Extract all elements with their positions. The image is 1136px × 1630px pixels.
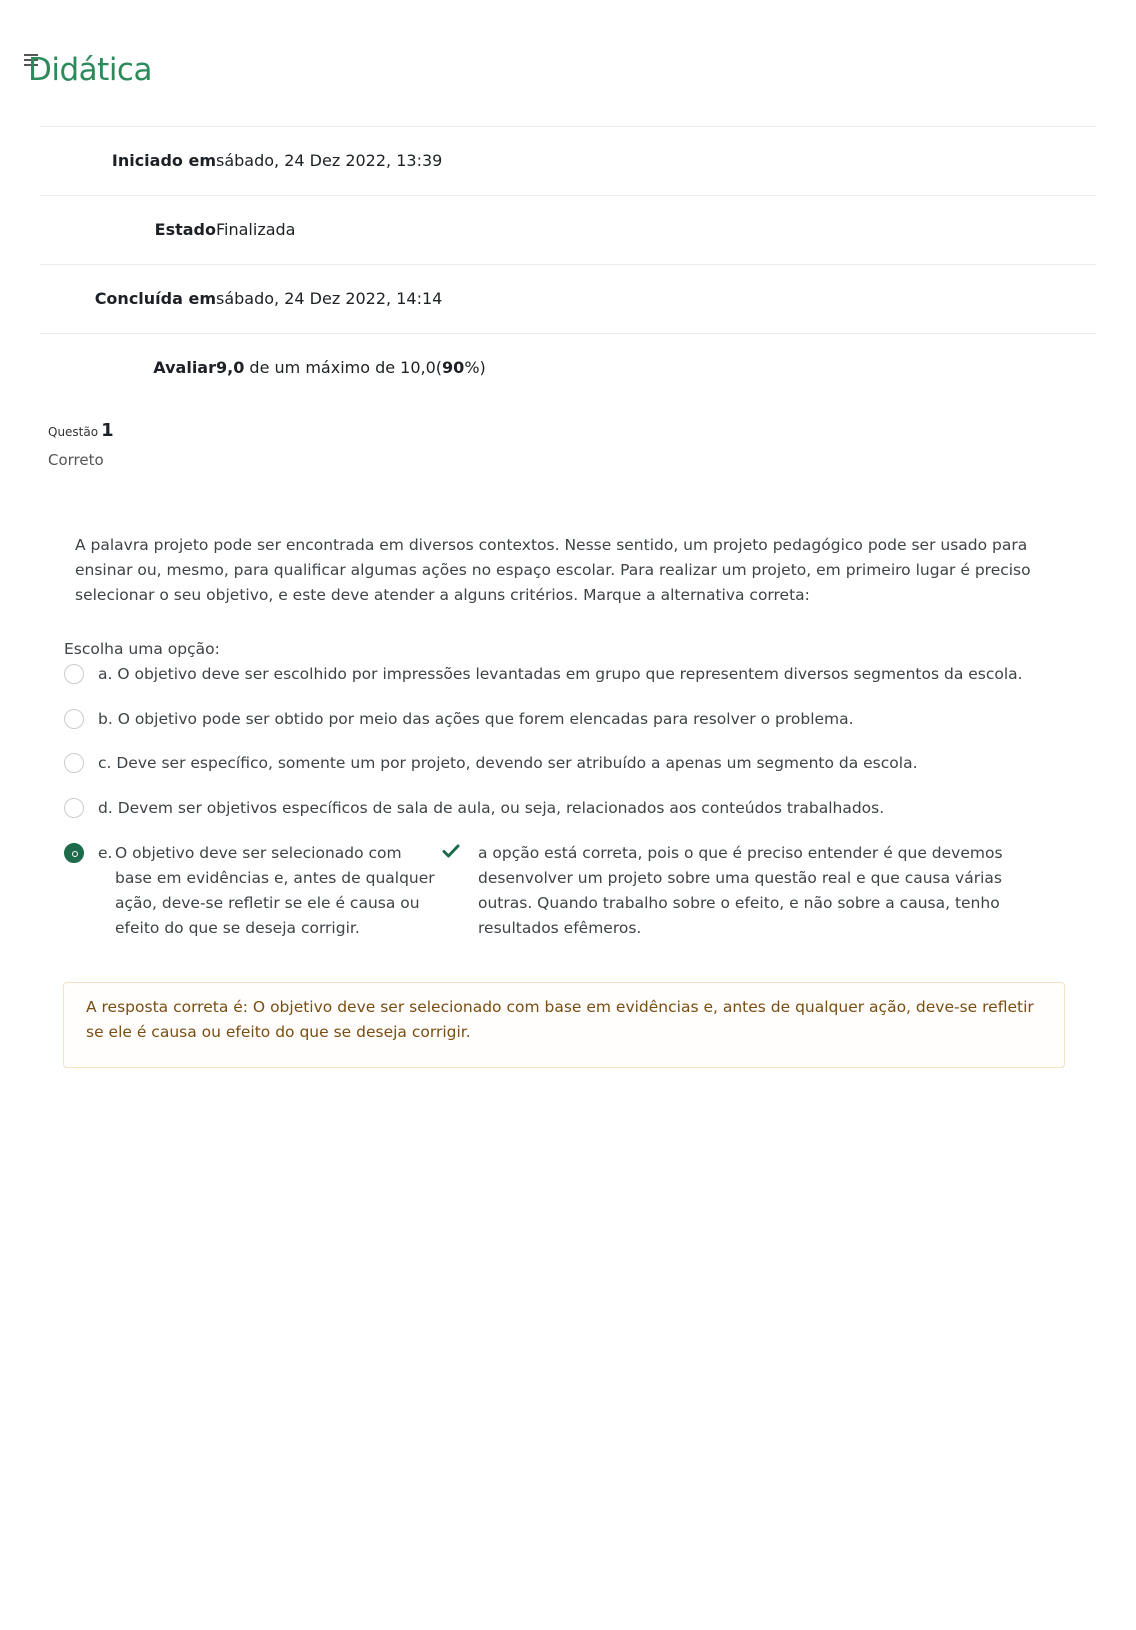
right-answer-box: [63, 982, 1065, 1068]
summary-row-started: [40, 126, 1096, 195]
answer-prompt: Escolha uma opção:: [64, 640, 220, 658]
summary-label: Estado: [154, 220, 216, 239]
question-number-value: 1: [101, 420, 114, 441]
option-e-letter: e.: [98, 844, 113, 862]
grade-percent: 90: [442, 358, 465, 377]
grade-percent-suffix: %): [464, 358, 486, 377]
question-text: A palavra projeto pode ser encontrada em diversos contextos. Nesse sentido, um projeto pedagógico pode ser usado para ensinar ou, mesmo, para qualificar algumas ações no espaço escolar. Para realizar um projeto, em primeiro lugar é preciso selecionar o seu objetivo, e este deve atender a alguns critérios. Marque a alternativa correta:: [75, 536, 1031, 604]
summary-row-completed: [40, 264, 1096, 333]
option-c-radio[interactable]: [64, 753, 84, 773]
question-state: Correto: [48, 451, 104, 469]
question-number: [48, 420, 114, 441]
summary-value: sábado, 24 Dez 2022, 13:39: [216, 151, 443, 170]
summary-row-state: [40, 195, 1096, 264]
summary-label: Iniciado em: [111, 151, 216, 170]
question-label: Questão: [48, 425, 99, 439]
summary-row-grade: [40, 333, 1096, 402]
option-a-radio[interactable]: [64, 664, 84, 684]
option-b-label: b. O objetivo pode ser obtido por meio das ações que forem elencadas para resolver o problema.: [98, 710, 854, 728]
option-c-label: c. Deve ser específico, somente um por projeto, devendo ser atribuído a apenas um segmento da escola.: [98, 754, 918, 772]
question-info: [48, 420, 114, 469]
option-e-label: [98, 841, 438, 941]
summary-value: sábado, 24 Dez 2022, 14:14: [216, 289, 443, 308]
attempt-summary: [40, 126, 1096, 402]
summary-label: Avaliar: [153, 358, 216, 377]
grade-text: de um máximo de 10,0(: [244, 358, 443, 377]
option-d-label: d. Devem ser objetivos específicos de sala de aula, ou seja, relacionados aos conteúdos trabalhados.: [98, 799, 885, 817]
option-a-label: a. O objetivo deve ser escolhido por impressões levantadas em grupo que representem diversos segmentos da escola.: [98, 665, 1023, 683]
check-icon: [442, 843, 460, 859]
right-answer-text: A resposta correta é: O objetivo deve ser selecionado com base em evidências e, antes de qualquer ação, deve-se refletir se ele é causa ou efeito do que se deseja corrigir.: [86, 998, 1034, 1041]
option-d-radio[interactable]: [64, 798, 84, 818]
grade-score: 9,0: [216, 358, 245, 377]
option-b-radio[interactable]: [64, 709, 84, 729]
option-e-feedback: a opção está correta, pois o que é preciso entender é que devemos desenvolver um projeto sobre uma questão real e que causa várias outras. Quando trabalho sobre o efeito, e não sobre a causa, tenho resultados efêmeros.: [478, 844, 1003, 937]
page-title: Didática: [28, 52, 152, 88]
summary-value: Finalizada: [216, 220, 296, 239]
grade-value: [216, 358, 486, 377]
option-e-text: O objetivo deve ser selecionado com base em evidências e, antes de qualquer ação, deve-se refletir se ele é causa ou efeito do que se deseja corrigir.: [115, 844, 435, 937]
option-e-radio[interactable]: [64, 843, 84, 863]
summary-label: Concluída em: [94, 289, 216, 308]
